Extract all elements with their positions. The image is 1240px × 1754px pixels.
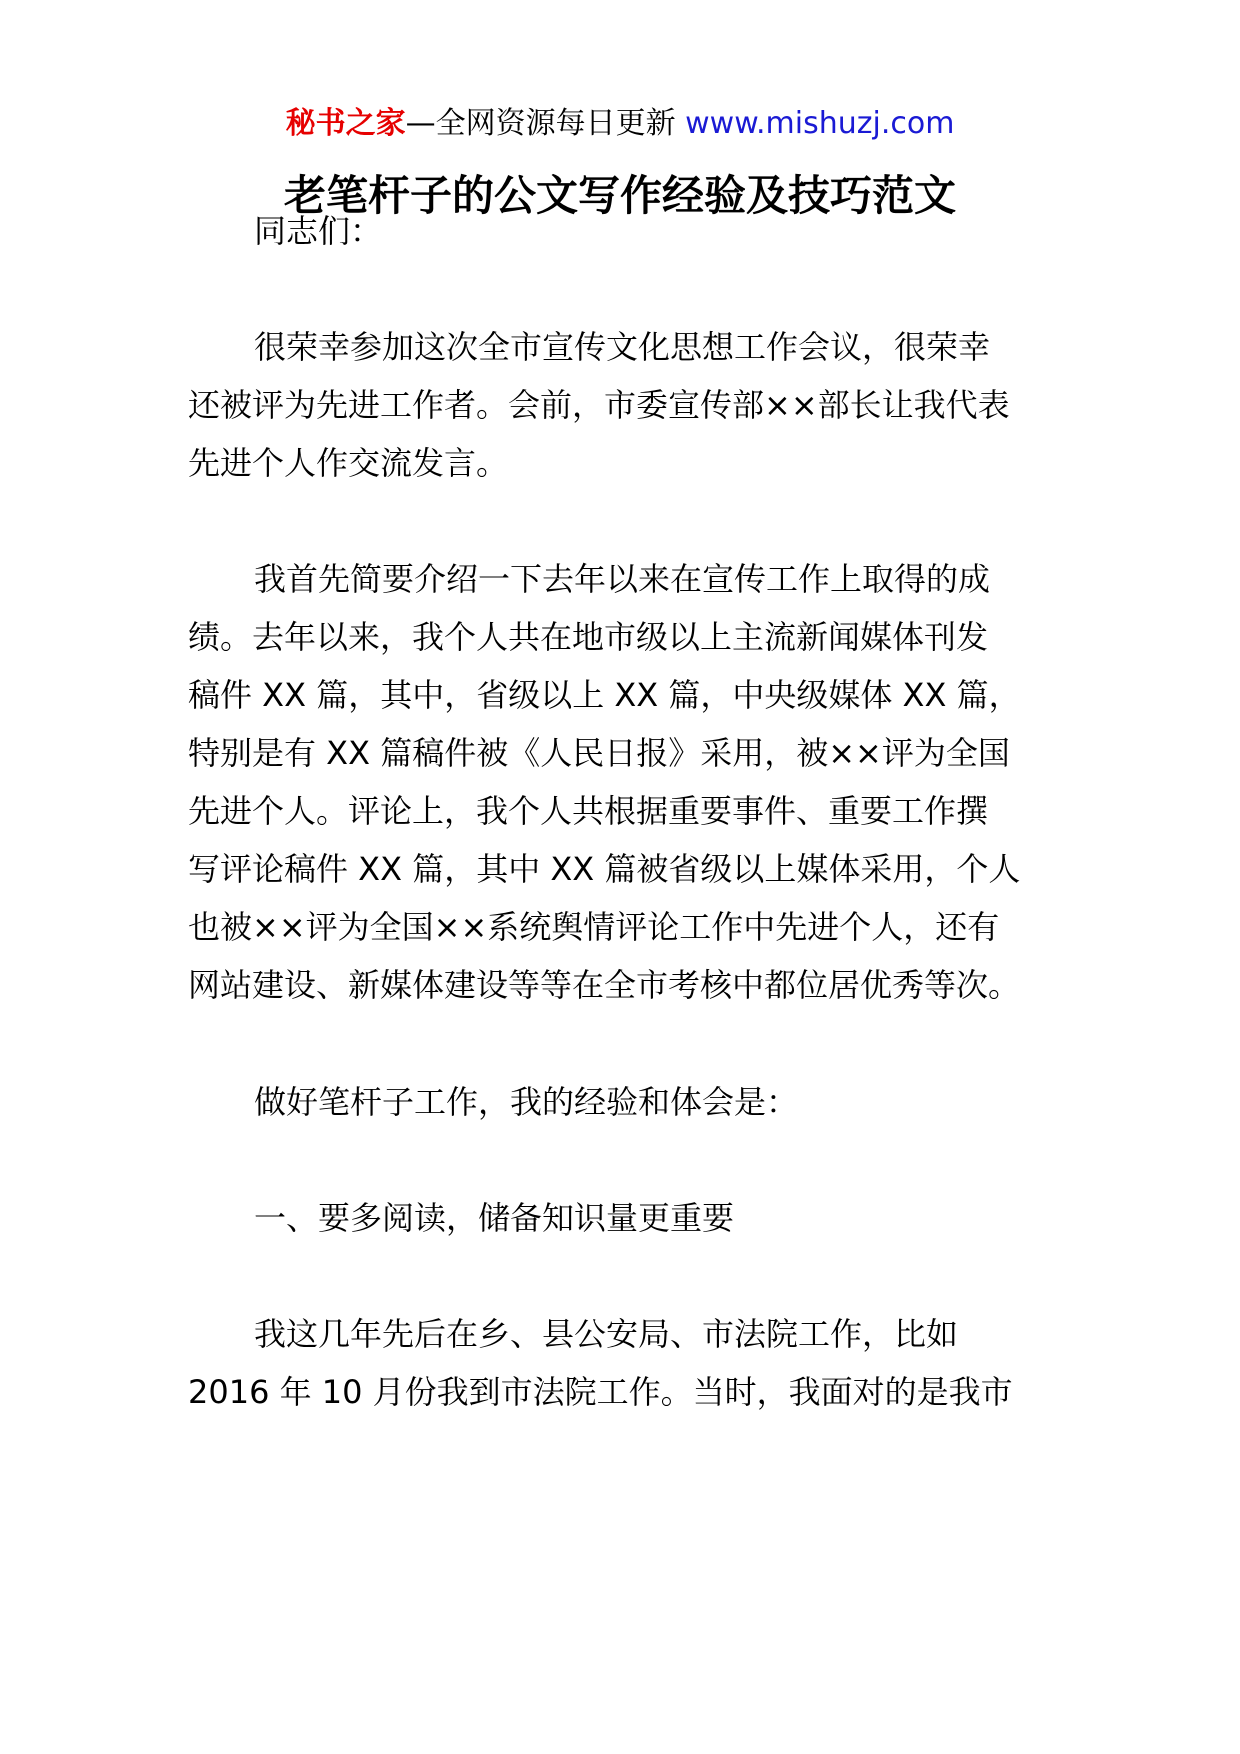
paragraph-line: 很荣幸参加这次全市宣传文化思想工作会议，很荣幸 bbox=[254, 328, 991, 366]
paragraph-line: 做好笔杆子工作，我的经验和体会是： bbox=[254, 1083, 799, 1121]
paragraph-2 bbox=[188, 547, 1058, 1018]
paragraph-line: 网站建设、新媒体建设等等在全市考核中都位居优秀等次。 bbox=[188, 966, 1021, 1004]
paragraph-line: 我这几年先后在乡、县公安局、市法院工作，比如 bbox=[254, 1315, 959, 1353]
section-heading-text: 一、要多阅读，储备知识量更重要 bbox=[254, 1199, 735, 1237]
paragraph-1 bbox=[188, 315, 1058, 496]
salutation bbox=[188, 199, 1058, 264]
paragraph-line: 写评论稿件 XX 篇，其中 XX 篇被省级以上媒体采用，个人 bbox=[188, 850, 1021, 888]
site-header bbox=[0, 104, 1240, 144]
section-heading-1 bbox=[188, 1186, 1058, 1251]
paragraph-line: 还被评为先进工作者。会前，市委宣传部××部长让我代表 bbox=[188, 386, 1010, 424]
paragraph-5 bbox=[188, 1302, 1058, 1425]
document-title: 老笔杆子的公文写作经验及技巧范文 bbox=[283, 171, 956, 220]
paragraph-line: 也被××评为全国××系统舆情评论工作中先进个人，还有 bbox=[188, 908, 1000, 946]
paragraph-line: 稿件 XX 篇，其中，省级以上 XX 篇，中央级媒体 XX 篇， bbox=[188, 676, 1021, 714]
salutation-text: 同志们： bbox=[254, 212, 383, 250]
paragraph-3 bbox=[188, 1070, 1058, 1135]
paragraph-line: 特别是有 XX 篇稿件被《人民日报》采用，被××评为全国 bbox=[188, 734, 1010, 772]
site-url-link[interactable]: www.mishuzj.com bbox=[685, 106, 955, 141]
paragraph-line: 先进个人作交流发言。 bbox=[188, 444, 509, 482]
paragraph-line: 绩。去年以来，我个人共在地市级以上主流新闻媒体刊发 bbox=[188, 618, 989, 656]
paragraph-line: 2016 年 10 月份我到市法院工作。当时，我面对的是我市 bbox=[188, 1373, 1013, 1411]
site-brand: 秘书之家 bbox=[285, 106, 406, 141]
paragraph-line: 我首先简要介绍一下去年以来在宣传工作上取得的成 bbox=[254, 560, 991, 598]
site-tagline: —全网资源每日更新 bbox=[405, 106, 676, 141]
paragraph-line: 先进个人。评论上，我个人共根据重要事件、重要工作撰 bbox=[188, 792, 989, 830]
